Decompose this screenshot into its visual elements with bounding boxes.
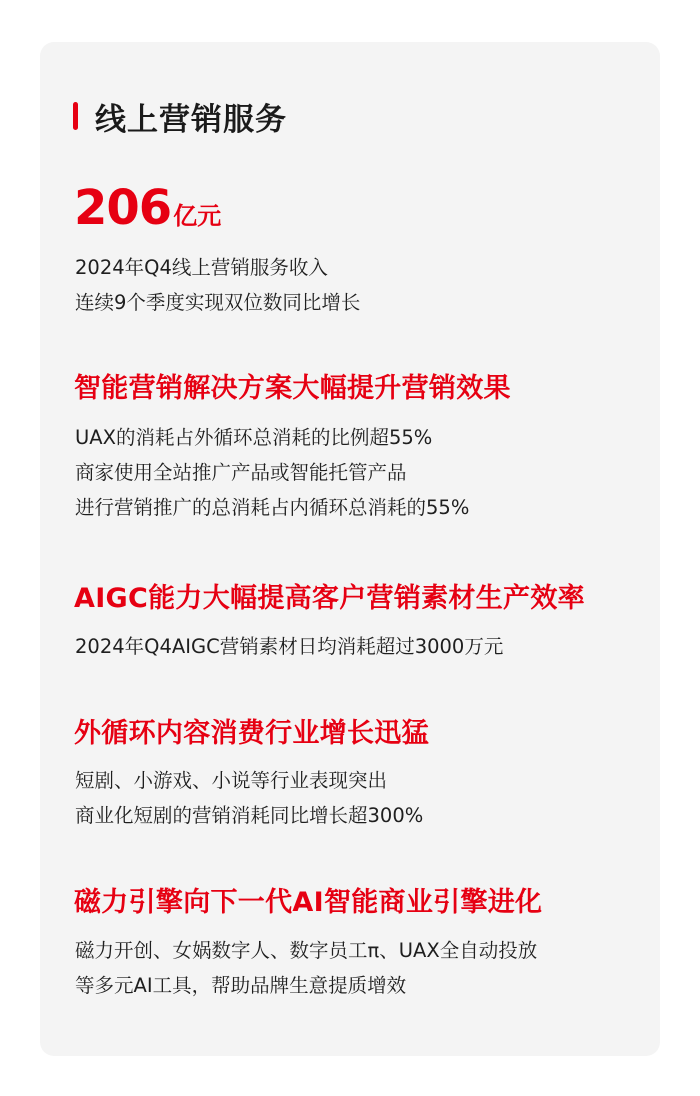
section-heading-aigc: AIGC能力大幅提高客户营销素材生产效率 (74, 583, 585, 614)
section-heading-external-loop: 外循环内容消费行业增长迅猛 (74, 718, 429, 749)
section-line: UAX的消耗占外循环总消耗的比例超55% (75, 426, 433, 449)
revenue-stat (74, 180, 221, 236)
section-line: 商业化短剧的营销消耗同比增长超300% (75, 804, 424, 827)
section-line: 等多元AI工具，帮助品牌生意提质增效 (75, 974, 407, 997)
card-header (73, 96, 287, 136)
section-line: 短剧、小游戏、小说等行业表现突出 (75, 769, 388, 792)
description-line: 连续9个季度实现双位数同比增长 (75, 291, 361, 314)
section-heading-magnetic-engine: 磁力引擎向下一代AI智能商业引擎进化 (74, 887, 543, 918)
description-line: 2024年Q4线上营销服务收入 (75, 256, 328, 279)
revenue-value: 206 (74, 180, 172, 236)
title-accent-bar (73, 102, 78, 130)
revenue-description (75, 250, 360, 320)
section-body-magnetic-engine (75, 933, 537, 1003)
section-line: 2024年Q4AIGC营销素材日均消耗超过3000万元 (75, 635, 504, 658)
section-body-external-loop (75, 763, 423, 833)
section-line: 磁力开创、女娲数字人、数字员工π、UAX全自动投放 (75, 939, 538, 962)
section-line: 进行营销推广的总消耗占内循环总消耗的55% (75, 496, 470, 519)
page-title: 线上营销服务 (95, 101, 287, 138)
revenue-unit: 亿元 (173, 202, 222, 230)
section-body-aigc (75, 629, 503, 664)
info-card (40, 42, 660, 1056)
section-heading-smart-marketing: 智能营销解决方案大幅提升营销效果 (74, 373, 511, 404)
section-line: 商家使用全站推广产品或智能托管产品 (75, 461, 407, 484)
section-body-smart-marketing (75, 420, 469, 525)
